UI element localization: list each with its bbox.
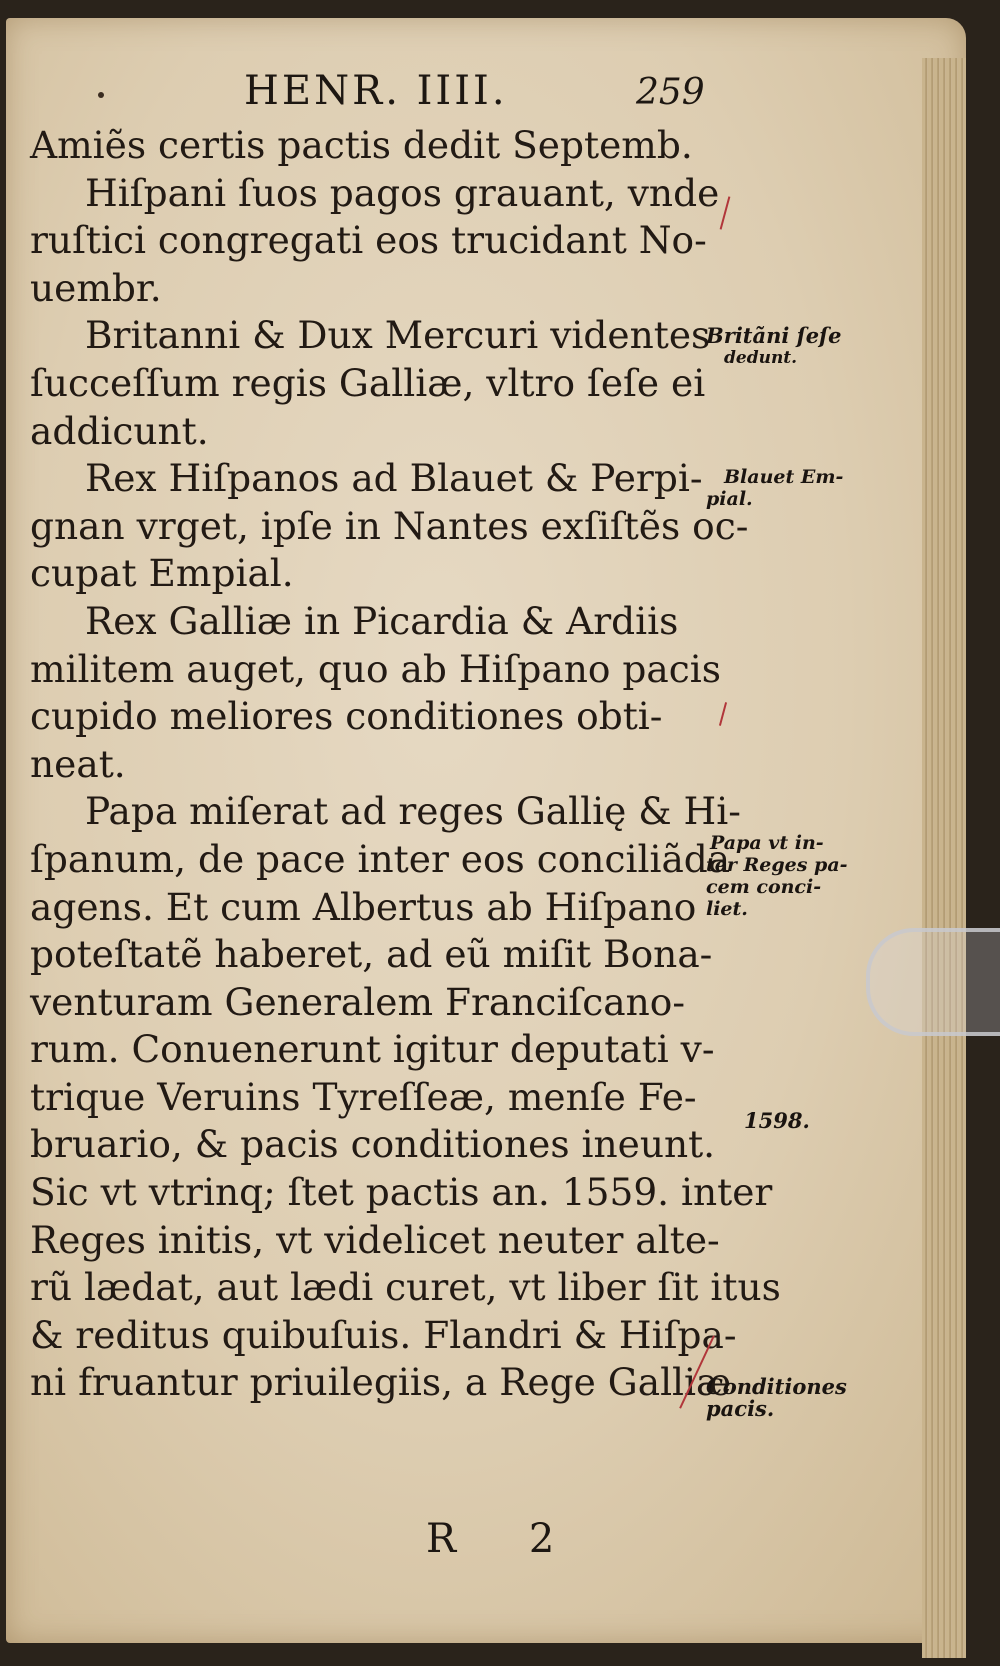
page-clip xyxy=(866,928,1000,1036)
text-line: ſucceſſum regis Galliæ, vltro ſeſe ei xyxy=(30,360,706,405)
text-line: Sic vt vtrinq; ſtet pactis an. 1559. inter xyxy=(30,1170,773,1215)
text-line: uembr. xyxy=(30,265,162,310)
margin-note-line: Conditiones xyxy=(706,1374,847,1399)
text-line: neat. xyxy=(30,741,126,786)
margin-note-line: dedunt. xyxy=(724,348,798,368)
margin-note-line: pial. xyxy=(706,488,753,510)
margin-note-papa xyxy=(706,832,848,920)
margin-note-line: 1598. xyxy=(744,1108,810,1133)
text-line: ni fruantur priuilegiis, a Rege Galliæ xyxy=(30,1360,732,1405)
text-line: rum. Conuenerunt igitur deputati v- xyxy=(30,1027,715,1072)
text-line: ruſtici congregati eos trucidant No- xyxy=(30,218,707,263)
margin-note-line: liet. xyxy=(706,898,748,920)
red-ink-mark xyxy=(719,702,727,726)
margin-note-line: Papa vt in- xyxy=(710,832,824,854)
text-line: Rex Hiſpanos ad Blauet & Perpi- xyxy=(85,456,703,501)
text-line: addicunt. xyxy=(30,408,209,453)
text-line: militem auget, quo ab Hiſpano pacis xyxy=(30,646,722,691)
page-number: 259 xyxy=(636,72,705,113)
text-line: gnan vrget, ipſe in Nantes exſiſtẽs oc- xyxy=(30,503,749,548)
margin-note-line: Britãni ſeſe xyxy=(706,323,842,348)
margin-note-year xyxy=(744,1110,810,1132)
margin-note-blauet xyxy=(706,466,843,510)
text-line: Amiẽs certis pactis dedit Septemb. xyxy=(30,123,693,167)
margin-note-britanni xyxy=(706,325,841,369)
text-line: cupido meliores conditiones obti- xyxy=(30,694,663,739)
text-line: rũ lædat, aut lædi curet, vt liber ſit itus xyxy=(30,1265,781,1310)
book-page xyxy=(6,18,966,1643)
page-edges xyxy=(922,58,966,1658)
ink-dot xyxy=(98,92,104,98)
margin-note-line: ter Reges pa- xyxy=(706,854,848,876)
text-line: Britanni & Dux Mercuri videntes xyxy=(85,313,711,358)
text-line: poteſtatẽ haberet, ad eũ miſit Bona- xyxy=(30,932,713,977)
text-line: Hiſpani ſuos pagos grauant, vnde xyxy=(85,170,720,215)
running-title: HENR. IIII. xyxy=(244,68,508,114)
text-line: cupat Empial. xyxy=(30,551,294,596)
text-line: & reditus quibuſuis. Flandri & Hiſpa- xyxy=(30,1312,737,1357)
margin-note-line: Blauet Em- xyxy=(724,466,844,488)
text-line: Papa miſerat ad reges Gallię & Hi- xyxy=(85,789,741,834)
margin-note-line: cem conci- xyxy=(706,876,822,898)
text-line: bruario, & pacis conditiones ineunt. xyxy=(30,1122,716,1167)
text-line: Reges initis, vt videlicet neuter alte- xyxy=(30,1217,720,1262)
red-ink-mark xyxy=(720,196,731,229)
text-line: trique Veruins Tyreſſeæ, menſe Fe- xyxy=(30,1074,697,1119)
text-line: venturam Generalem Franciſcano- xyxy=(30,979,686,1024)
signature-catchword: R 2 xyxy=(426,1516,585,1562)
text-line: agens. Et cum Albertus ab Hiſpano xyxy=(30,884,697,929)
text-line: Rex Galliæ in Picardia & Ardiis xyxy=(85,598,679,643)
text-line: ſpanum, de pace inter eos conciliãda xyxy=(30,836,731,881)
margin-note-line: pacis. xyxy=(706,1396,775,1421)
margin-note-conditiones xyxy=(706,1376,847,1420)
